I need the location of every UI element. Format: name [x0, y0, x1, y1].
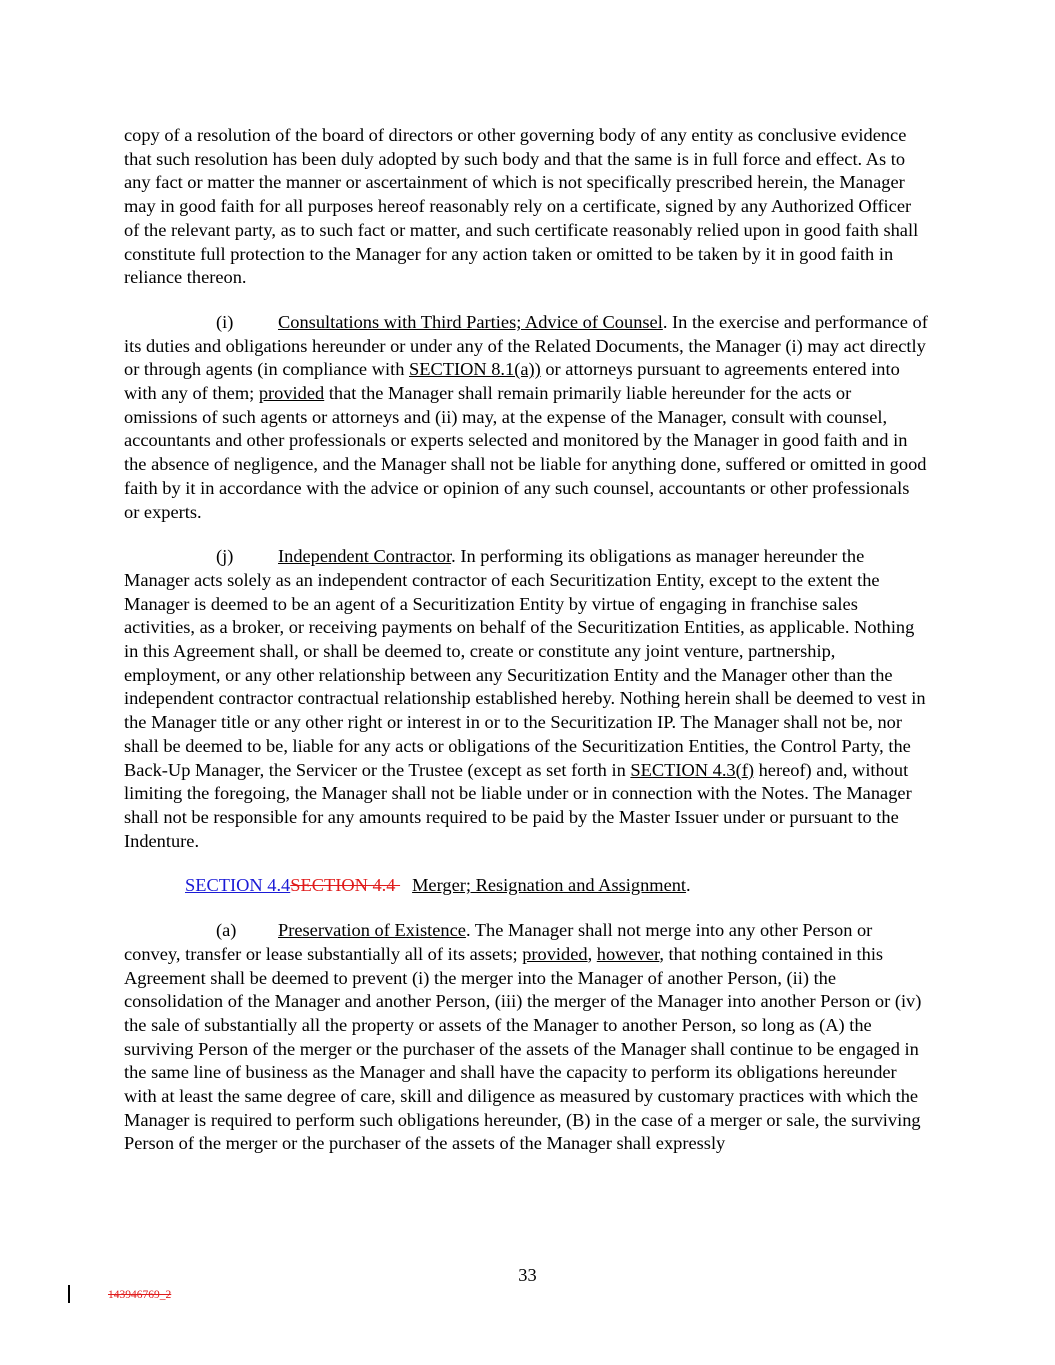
paragraph-j-text-2: hereof) and, without limiting the foregoing, the Manager shall not be liable under or in connection with the Notes. The Manager shall not be responsible for any amounts required to be paid by the Master Issuer under or pursuant to the Indenture.	[124, 759, 912, 851]
however-term: however	[596, 943, 660, 964]
section-label-inserted[interactable]: SECTION 4.4	[185, 875, 291, 896]
paragraph-continuation: copy of a resolution of the board of directors or other governing body of any entity as conclusive evidence that such resolution has been duly adopted by such body and that the same is in full force and effect. As to any fact or matter the manner or ascertainment of which is not specifically prescribed herein, the Manager may in good faith for all purposes hereof reasonably rely on a certificate, signed by any Authorized Officer of the relevant party, as to such fact or matter, and such certificate reasonably relied upon in good faith shall constitute full protection to the Manager for any action taken or omitted to be taken by it in good faith in reliance thereon.	[124, 125, 919, 288]
section-4-4-heading	[185, 874, 929, 898]
section-8-1-a-reference[interactable]: SECTION 8.1(a))	[408, 359, 541, 380]
section-label-deleted: SECTION 4.4	[290, 875, 401, 896]
comma: ,	[587, 943, 597, 964]
paragraph-i-text-3: that the Manager shall remain primarily liable hereunder for the acts or omissions of such agents or attorneys and (ii) may, at the expense of the Manager, consult with counsel, accountants and other professionals or experts selected and monitored by the Manager in good faith and in the absence of negligence, and the Manager shall not be liable for anything done, suffered or omitted in good faith by it in accordance with the advice or opinion of any such counsel, accountants or other professionals or experts.	[124, 383, 927, 522]
section-4-3-f-reference[interactable]: SECTION 4.3(f)	[630, 759, 754, 780]
paragraph-a	[124, 919, 929, 1156]
paragraph-a-text-1: . The Manager shall not merge into any other Person or convey, transfer or lease substantially all of its assets;	[124, 920, 873, 964]
document-id-deleted: 143946769_2	[108, 1289, 172, 1301]
paragraph-i-text-2: or attorneys pursuant to agreements entered into with any of them;	[124, 359, 900, 404]
section-title-period: .	[686, 875, 691, 896]
paragraph-j-title: Independent Contractor	[278, 546, 452, 567]
paragraph-a-title: Preservation of Existence	[278, 920, 466, 941]
provided-term: provided	[258, 383, 325, 404]
paragraph-a-label: (a)	[216, 920, 237, 941]
paragraph-j-label: (j)	[216, 546, 234, 567]
paragraph-i-title: Consultations with Third Parties; Advice of Counsel	[278, 311, 663, 332]
paragraph-j	[124, 545, 929, 853]
paragraph-a-text-2: , that nothing contained in this Agreement shall be deemed to prevent (i) the merger into the Manager of another Person, (ii) the consolidation of the Manager and another Person, (iii) the merger of the Manager into another Person or (iv) the sale of substantially all the property or assets of the Manager to another Person, so long as (A) the surviving Person of the merger or the purchaser of the assets of the Manager shall continue to be engaged in the same line of business as the Manager and shall have the capacity to perform its obligations hereunder with at least the same degree of care, skill and diligence as measured by customary practices with which the Manager is required to perform such obligations hereunder, (B) in the case of a merger or sale, the surviving Person of the merger or the purchaser of the assets of the Manager shall expressly	[124, 943, 922, 1154]
paragraph-j-text-1: . In performing its obligations as manager hereunder the Manager acts solely as an independent contractor of each Securitization Entity, except to the extent the Manager is deemed to be an agent of a Securitization Entity by virtue of engaging in franchise sales activities, as a broker, or receiving payments on behalf of the Securitization Entities, as applicable. Nothing in this Agreement shall, or shall be deemed to, create or constitute any joint venture, partnership, employment, or any other relationship between any Securitization Entity and the Manager other than the independent contractor contractual relationship established hereby. Nothing herein shall be deemed to vest in the Manager title or any other right or interest in or to the Securitization IP. The Manager shall not be, nor shall be deemed to be, liable for any acts or obligations of the Securitization Entities, the Control Party, the Back-Up Manager, the Servicer or the Trustee (except as set forth in	[124, 546, 926, 780]
page-number: 33	[518, 1265, 537, 1285]
paragraph-i-text-1: . In the exercise and performance of its duties and obligations hereunder or under any of the Related Documents, the Manager (i) may act directly or through agents (in compliance with	[124, 311, 928, 380]
paragraph-i-label: (i)	[216, 311, 234, 332]
document-page	[124, 124, 929, 1177]
change-bar	[68, 1285, 70, 1303]
paragraph-i	[124, 311, 929, 524]
provided-term-2: provided	[522, 943, 588, 964]
section-title: Merger; Resignation and Assignment	[412, 875, 687, 896]
